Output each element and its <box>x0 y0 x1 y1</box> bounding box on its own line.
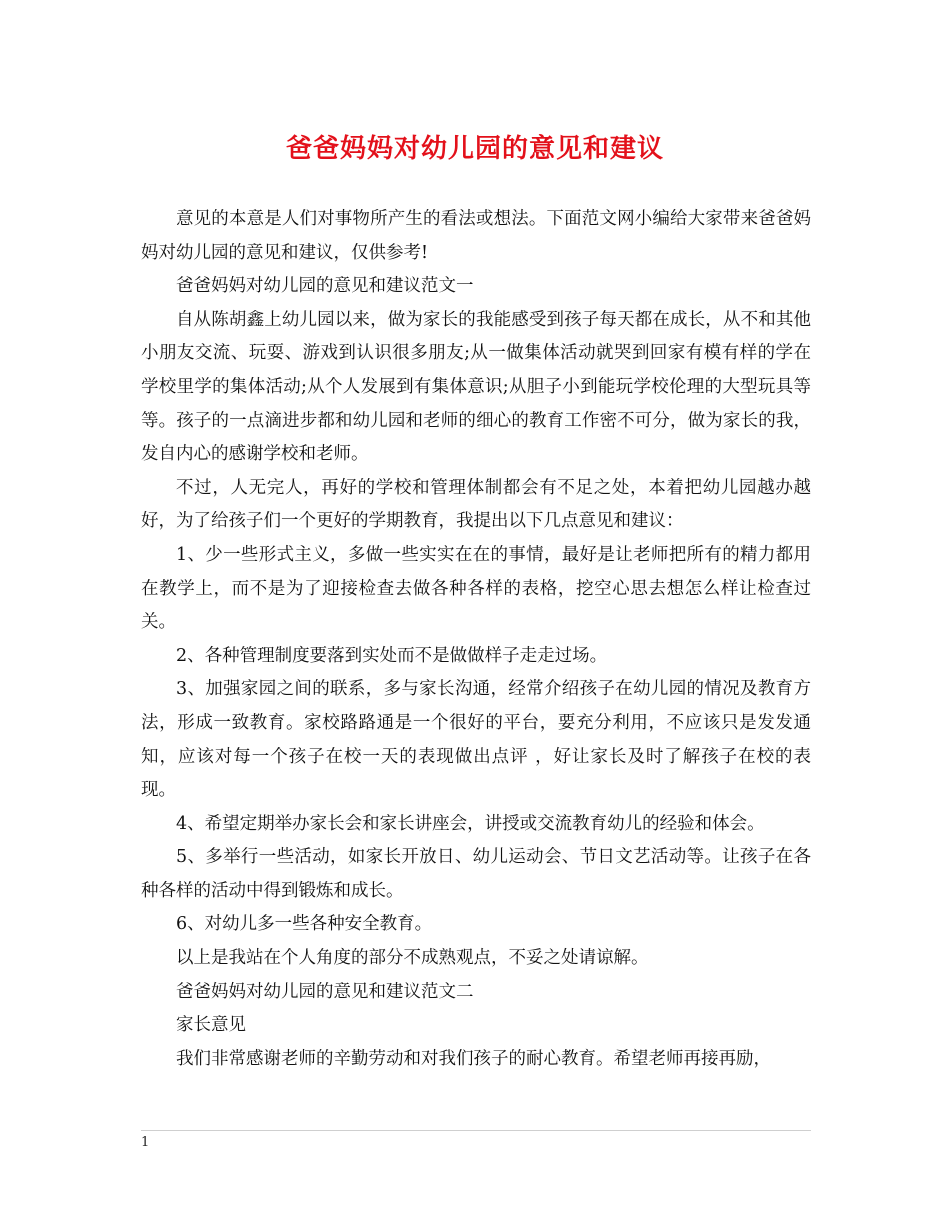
page-footer <box>141 1130 811 1150</box>
paragraph-point-4: 4、希望定期举办家长会和家长讲座会，讲授或交流教育幼儿的经验和体会。 <box>176 813 765 834</box>
paragraph-point-3: 3、加强家园之间的联系，多与家长沟通，经常介绍孩子在幼儿园的情况及教育方法，形成一致教育。家校路路通是一个很好的平台，要充分利用，不应该只是发发通知，应该对每一个孩子在校一天的表现做出点评 ，好让家长及时了解孩子在校的表现。 <box>141 679 811 801</box>
paragraph: 不过，人无完人，再好的学校和管理体制都会有不足之处，本着把幼儿园越办越好，为了给孩子们一个更好的学期教育，我提出以下几点意见和建议： <box>141 477 811 532</box>
paragraph-sample-one-heading: 爸爸妈妈对幼儿园的意见和建议范文一 <box>176 276 474 297</box>
paragraph-point-1: 1、少一些形式主义，多做一些实实在在的事情，最好是让老师把所有的精力都用在教学上，而不是为了迎接检查去做各种各样的表格，挖空心思去想怎么样让检查过关。 <box>141 544 811 633</box>
paragraph-point-6: 6、对幼儿多一些各种安全教育。 <box>176 914 433 935</box>
paragraph-parent-opinion-heading: 家长意见 <box>176 1015 246 1036</box>
paragraph-point-2: 2、各种管理制度要落到实处而不是做做样子走走过场。 <box>176 645 608 666</box>
paragraph: 自从陈胡鑫上幼儿园以来，做为家长的我能感受到孩子每天都在成长，从不和其他小朋友交流、玩耍、游戏到认识很多朋友;从一做集体活动就哭到回家有模有样的学在学校里学的集体活动;从个人发展到有集体意识;从胆子小到能玩学校伦理的大型玩具等等。孩子的一点滴进步都和幼儿园和老师的细心的教育工作密不可分，做为家长的我，发自内心的感谢学校和老师。 <box>141 309 811 465</box>
paragraph-point-5: 5、多举行一些活动，如家长开放日、幼儿运动会、节日文艺活动等。让孩子在各种各样的活动中得到锻炼和成长。 <box>141 847 811 901</box>
page-number: 1 <box>141 1135 150 1150</box>
paragraph: 我们非常感谢老师的辛勤劳动和对我们孩子的耐心教育。希望老师再接再励， <box>176 1048 771 1069</box>
paragraph-intro: 意见的本意是人们对事物所产生的看法或想法。下面范文网小编给大家带来爸爸妈妈对幼儿园的意见和建议，仅供参考! <box>141 209 811 263</box>
paragraph-sample-two-heading: 爸爸妈妈对幼儿园的意见和建议范文二 <box>176 981 474 1002</box>
paragraph-closing: 以上是我站在个人角度的部分不成熟观点，不妥之处请谅解。 <box>176 948 649 969</box>
document-body <box>141 203 811 1076</box>
document-title: 爸爸妈妈对幼儿园的意见和建议 <box>285 134 664 164</box>
